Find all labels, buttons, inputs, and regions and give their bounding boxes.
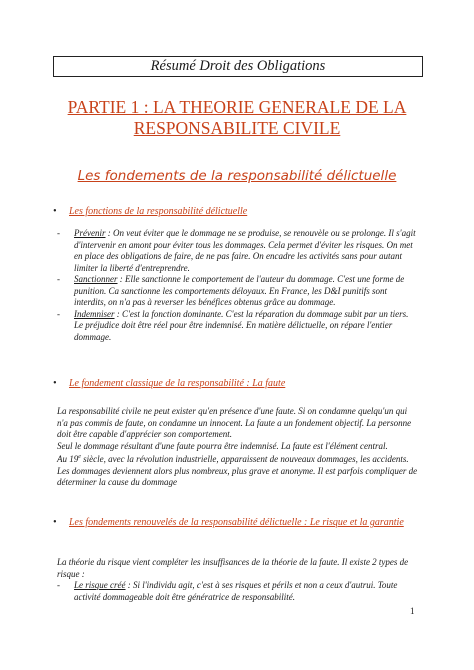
- list-item: [57, 228, 417, 274]
- dash-marker: -: [57, 308, 60, 319]
- document-title: Résumé Droit des Obligations: [53, 56, 423, 77]
- superscript: e: [78, 454, 81, 460]
- list-item-term: Indemniser: [74, 308, 115, 319]
- section-heading-text: Les fondements renouvelés de la responsabilité délictuelle : Le risque et la garantie: [69, 517, 404, 528]
- bullet-icon: •: [53, 378, 57, 389]
- paragraph: La responsabilité civile ne peut exister qu'en présence d'une faute. Si on condamne quelqu'un qui n'a pas commis de faute, on condamne un innocent. La faute a un fondement objectif. La personne doit être capable d'apprécier son comportement.: [57, 406, 412, 439]
- list-item-text: : Si l'individu agit, c'est à ses risques et périls et non a ceux d'autrui. Toute activité dommageable doit être génératrice de responsabilité.: [74, 580, 398, 602]
- list-item: [57, 580, 417, 603]
- section-heading-faute: [53, 377, 286, 390]
- list-item-term: Prévenir: [74, 228, 106, 238]
- paragraph-text: Au 19: [57, 454, 79, 464]
- dash-marker: -: [57, 228, 60, 238]
- dash-marker: -: [57, 274, 60, 284]
- paragraph: La théorie du risque vient compléter les insuffisances de la théorie de la faute. Il existe 2 types de risque :: [57, 557, 409, 579]
- list-item: [57, 309, 417, 344]
- risque-list: [57, 580, 417, 603]
- bullet-icon: •: [53, 206, 57, 217]
- risque-paragraph: [57, 557, 419, 580]
- list-item-term: Sanctionner: [74, 274, 118, 284]
- section-heading-fonctions: [53, 205, 248, 218]
- list-item-text: : On veut éviter que le dommage ne se produise, se renouvèle ou se prolonge. Il s'agit d'intervenir en amont pour éviter tous les dommages. Cela permet d'éviter les risques. On met en place des obligations de faire, de ne pas faire. On encadre les activités sans pour autant limiter la liberté d'entreprendre.: [74, 228, 416, 273]
- section-heading-text: Les fonctions de la responsabilité délictuelle: [69, 206, 248, 217]
- bullet-icon: •: [53, 517, 57, 528]
- section-heading-text: Le fondement classique de la responsabilité : La faute: [69, 378, 286, 389]
- fondements-title: Les fondements de la responsabilité délictuelle: [77, 168, 397, 184]
- fonctions-list: [57, 228, 417, 343]
- list-item-text: : C'est la fonction dominante. C'est la réparation du dommage subit par un tiers. Le préjudice doit être réel pour être indemnisé. En matière délictuelle, on répare l'entier dommage.: [74, 308, 409, 342]
- list-item-text: : Elle sanctionne le comportement de l'auteur du dommage. C'est une forme de punition. Ca sanctionne les comportements déloyaux. En France, les D&I punitifs sont interdits, on n'a pas à reverser les bénéfices obtenus grâce au dommage.: [74, 274, 405, 307]
- paragraph: Seul le dommage résultant d'une faute pourra être indemnisé. La faute est l'élément central.: [57, 440, 388, 451]
- list-item-term: Le risque créé: [74, 580, 126, 590]
- faute-paragraphs: [57, 406, 419, 489]
- page-number: 1: [410, 606, 415, 616]
- list-item: [57, 274, 417, 309]
- paragraph-text: siècle, avec la révolution industrielle, apparaissent de nouveaux dommages, les accidents. Les dommages deviennent alors plus nombreux, plus grave et anonyme. Il est parfois compliquer de déterminer la cause du dommage: [57, 454, 418, 487]
- dash-marker: -: [57, 580, 60, 590]
- partie-title: PARTIE 1 : LA THEORIE GENERALE DE LA RESPONSABILITE CIVILE: [67, 97, 407, 138]
- section-heading-risque: [53, 516, 419, 529]
- paragraph: [57, 452, 419, 489]
